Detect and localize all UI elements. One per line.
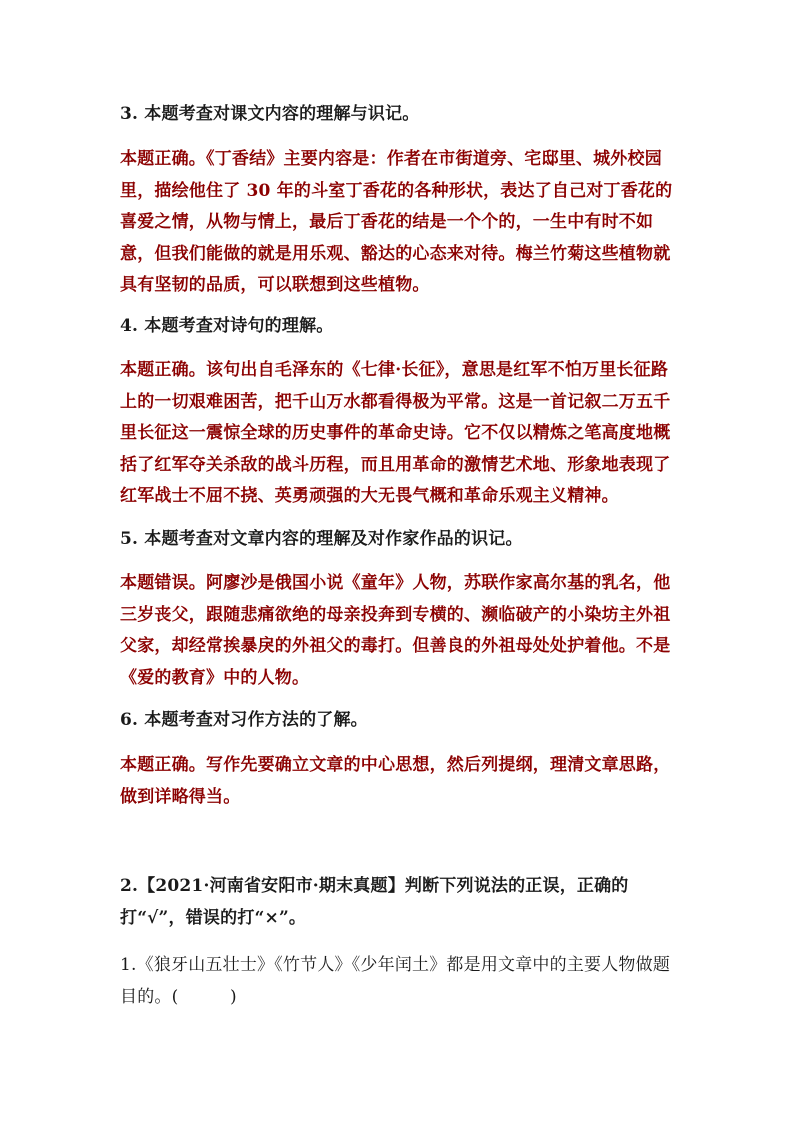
question-item-1: 1.《狼牙山五壮士》《竹节人》《少年闰土》都是用文章中的主要人物做题目的。( ): [120, 955, 671, 1007]
answer-3-explanation: 本题正确。《丁香结》主要内容是：作者在市街道旁、宅邸里、城外校园里，描绘他住了 30 年的斗室丁香花的各种形状，表达了自己对丁香花的喜爱之情，从物与情上，最后丁香花的结是一个个的，一生中有时不如意，但我们能做的就是用乐观、豁达的心态来对待。梅兰竹菊这些植物就具有坚韧的品质，可以联想到这些植物。: [120, 149, 673, 295]
answer-5-heading: 5. 本题考查对文章内容的理解及对作家作品的识记。: [120, 529, 523, 549]
answer-4-heading: 4. 本题考查对诗句的理解。: [120, 316, 334, 336]
answer-3-heading: 3. 本题考查对课文内容的理解与识记。: [120, 104, 420, 124]
answer-6-heading: 6. 本题考查对习作方法的了解。: [120, 710, 368, 730]
answer-4-explanation: 本题正确。该句出自毛泽东的《七律·长征》，意思是红军不怕万里长征路上的一切艰难困苦，把千山万水都看得极为平常。这是一首记叙二万五千里长征这一震惊全球的历史事件的革命史诗。它不仅以精炼之笔高度地概括了红军夺关杀敌的战斗历程，而且用革命的激情艺术地、形象地表现了红军战士不屈不挠、英勇顽强的大无畏气概和革命乐观主义精神。: [120, 360, 671, 506]
answer-5-explanation: 本题错误。阿廖沙是俄国小说《童年》人物，苏联作家高尔基的乳名，他三岁丧父，跟随悲痛欲绝的母亲投奔到专横的、濒临破产的小染坊主外祖父家，却经常挨暴戾的外祖父的毒打。但善良的外祖母处处护着他。不是《爱的教育》中的人物。: [120, 573, 671, 688]
question-title: 2.【2021·河南省安阳市·期末真题】判断下列说法的正误，正确的打“√”，错误的打“×”。: [120, 876, 629, 928]
answer-6-explanation: 本题正确。写作先要确立文章的中心思想，然后列提纲，理清文章思路，做到详略得当。: [120, 755, 671, 807]
